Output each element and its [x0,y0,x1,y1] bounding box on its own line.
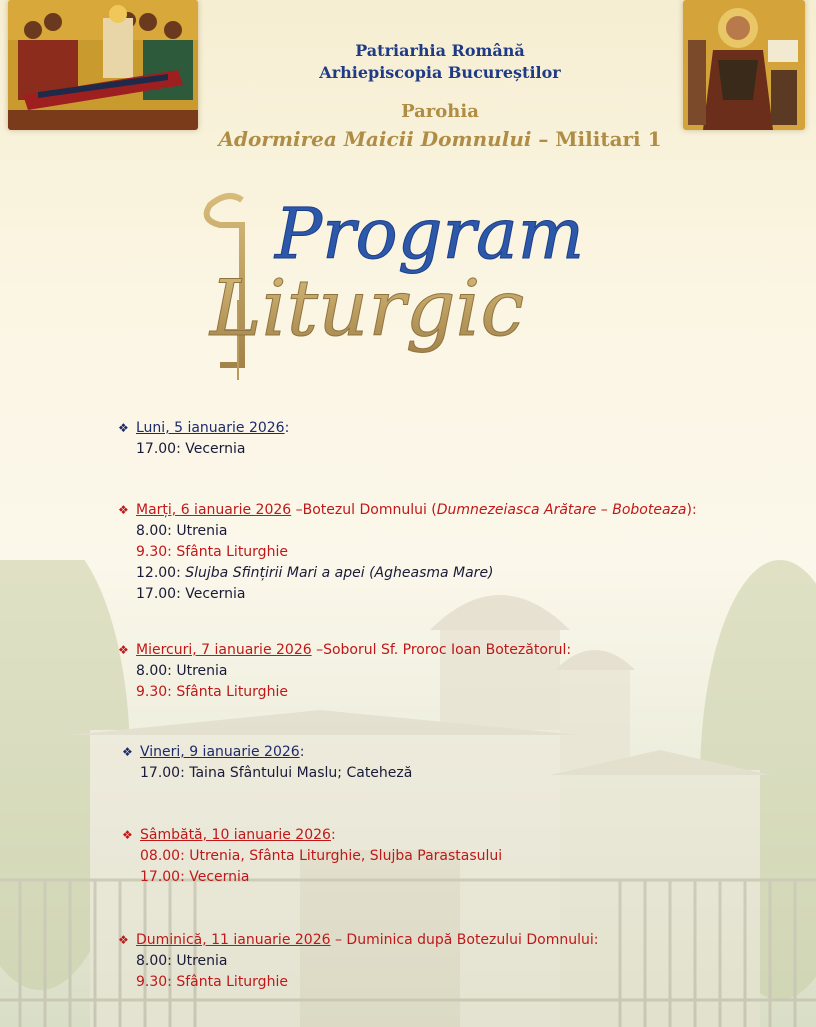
schedule-item: 17.00: Vecernia [136,441,246,457]
feast-title: –Botezul Domnului ( [291,502,437,518]
entry-suffix: : [330,827,336,843]
entry-suffix: : [284,420,290,436]
diamond-bullet-icon: ❖ [118,503,129,517]
archdiocese-line: Arhiepiscopia Bucureștilor [319,63,561,82]
title-word-program: Program [275,193,585,275]
schedule-item: 17.00: Taina Sfântului Maslu; Cateheză [140,765,413,781]
parish-name-suffix: – Militari 1 [531,127,662,151]
schedule-item-special [118,563,697,584]
schedule-item: 9.30: Sfânta Liturghie [136,684,288,700]
feast-title-end: ): [686,502,697,518]
program-entry-saturday [122,825,502,888]
diamond-bullet-icon: ❖ [118,643,129,657]
diamond-bullet-icon: ❖ [122,745,133,759]
special-service: Slujba Sfințirii Mari a apei (Agheasma Mare) [185,565,494,581]
diamond-bullet-icon: ❖ [118,421,129,435]
parish-name-italic: Adormirea Maicii Domnului [218,127,532,151]
schedule-item: 8.00: Utrenia [136,663,228,679]
program-entry-monday [118,418,289,460]
schedule-item: 08.00: Utrenia, Sfânta Liturghie, Slujba Parastasului [140,848,503,864]
diamond-bullet-icon: ❖ [122,828,133,842]
evangelist-icon [683,0,805,130]
schedule-item: 17.00: Vecernia [140,869,250,885]
dormition-icon [8,0,198,130]
program-entry-friday [122,742,412,784]
schedule-item: 8.00: Utrenia [136,523,228,539]
schedule-item: 8.00: Utrenia [136,953,228,969]
title-word-liturgic: Liturgic [210,264,525,354]
program-entry-sunday [118,930,598,993]
schedule-item: 17.00: Vecernia [136,586,246,602]
entry-date: Luni, 5 ianuarie 2026 [136,420,285,436]
program-entry-wednesday [118,640,571,703]
patriarchate-line: Patriarhia Română [355,41,525,60]
schedule-item: 9.30: Sfânta Liturghie [136,974,288,990]
feast-title-italic: Dumnezeiasca Arătare – Boboteaza [436,502,687,518]
entry-date: Sâmbătă, 10 ianuarie 2026 [140,827,331,843]
program-liturgic-title [180,180,650,380]
feast-title: – Duminica după Botezului Domnului: [330,932,599,948]
entry-date: Duminică, 11 ianuarie 2026 [136,932,331,948]
entry-suffix: : [299,744,305,760]
special-time: 12.00: [136,565,186,581]
entry-date: Miercuri, 7 ianuarie 2026 [136,642,312,658]
parish-label: Parohia [401,101,479,122]
diamond-bullet-icon: ❖ [118,933,129,947]
feast-title: –Soborul Sf. Proroc Ioan Botezătorul: [311,642,572,658]
program-entry-tuesday [118,500,697,605]
parish-name [200,126,680,152]
entry-date: Vineri, 9 ianuarie 2026 [140,744,300,760]
entry-date: Marți, 6 ianuarie 2026 [136,502,292,518]
schedule-item: 9.30: Sfânta Liturghie [136,544,288,560]
